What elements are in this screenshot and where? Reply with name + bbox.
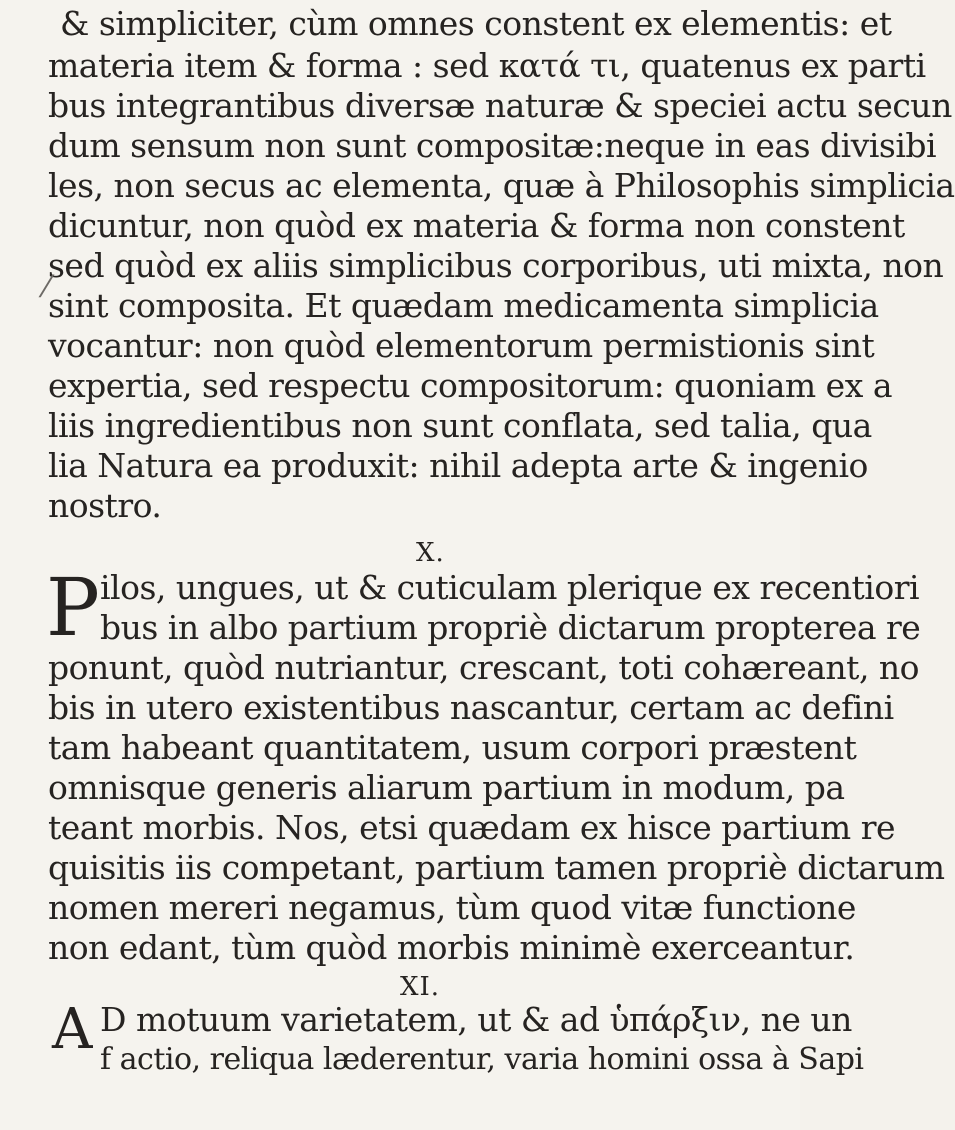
text-line: tam habeant quantitatem, usum corpori præstent xyxy=(48,728,857,767)
text-line: omnisque generis aliarum partium in modum, pa xyxy=(48,768,845,807)
text-line: dicuntur, non quòd ex materia & forma non constent xyxy=(48,206,905,245)
text-line: ilos, ungues, ut & cuticulam plerique ex recentiori xyxy=(100,568,920,607)
text-line: materia item & forma : sed κατά τι, quatenus ex parti xyxy=(48,46,926,85)
text-line: & simpliciter, cùm omnes constent ex elementis: et xyxy=(60,4,892,43)
text-line: non edant, tùm quòd morbis minimè exerceantur. xyxy=(48,928,855,967)
text-line: lia Natura ea produxit: nihil adepta arte & ingenio xyxy=(48,446,868,485)
text-line: dum sensum non sunt compositæ:neque in eas divisibi xyxy=(48,126,937,165)
initial-letter: P xyxy=(46,561,100,654)
text-line: sed quòd ex aliis simplicibus corporibus, uti mixta, non xyxy=(48,246,944,285)
text-line: vocantur: non quòd elementorum permistionis sint xyxy=(48,326,875,365)
text-line: liis ingredientibus non sunt conflata, sed talia, qua xyxy=(48,406,872,445)
initial-letter: A xyxy=(52,997,93,1062)
text-line: quisitis iis competant, partium tamen propriè dictarum xyxy=(48,848,945,887)
text-line: expertia, sed respectu compositorum: quoniam ex a xyxy=(48,366,892,405)
text-line: les, non secus ac elementa, quæ à Philosophis simplicia xyxy=(48,166,955,205)
text-line: D motuum varietatem, ut & ad ὑπάρξιν, ne un xyxy=(100,1000,852,1039)
section-heading: X. xyxy=(416,538,445,568)
text-line: bis in utero existentibus nascantur, certam ac defini xyxy=(48,688,894,727)
section-heading: XI. xyxy=(400,972,441,1002)
text-line: teant morbis. Nos, etsi quædam ex hisce partium re xyxy=(48,808,896,847)
margin-mark: ⁄ xyxy=(44,270,50,305)
text-line: bus in albo partium propriè dictarum propterea re xyxy=(100,608,921,647)
text-line: sint composita. Et quædam medicamenta simplicia xyxy=(48,286,879,325)
text-line: ponunt, quòd nutriantur, crescant, toti cohæreant, no xyxy=(48,648,920,687)
text-line: f actio, reliqua læderentur, varia homini ossa à Sapi xyxy=(100,1042,864,1077)
text-line: bus integrantibus diversæ naturæ & speciei actu secun xyxy=(48,86,952,125)
text-line: nomen mereri negamus, tùm quod vitæ functione xyxy=(48,888,856,927)
text-line: nostro. xyxy=(48,486,162,525)
